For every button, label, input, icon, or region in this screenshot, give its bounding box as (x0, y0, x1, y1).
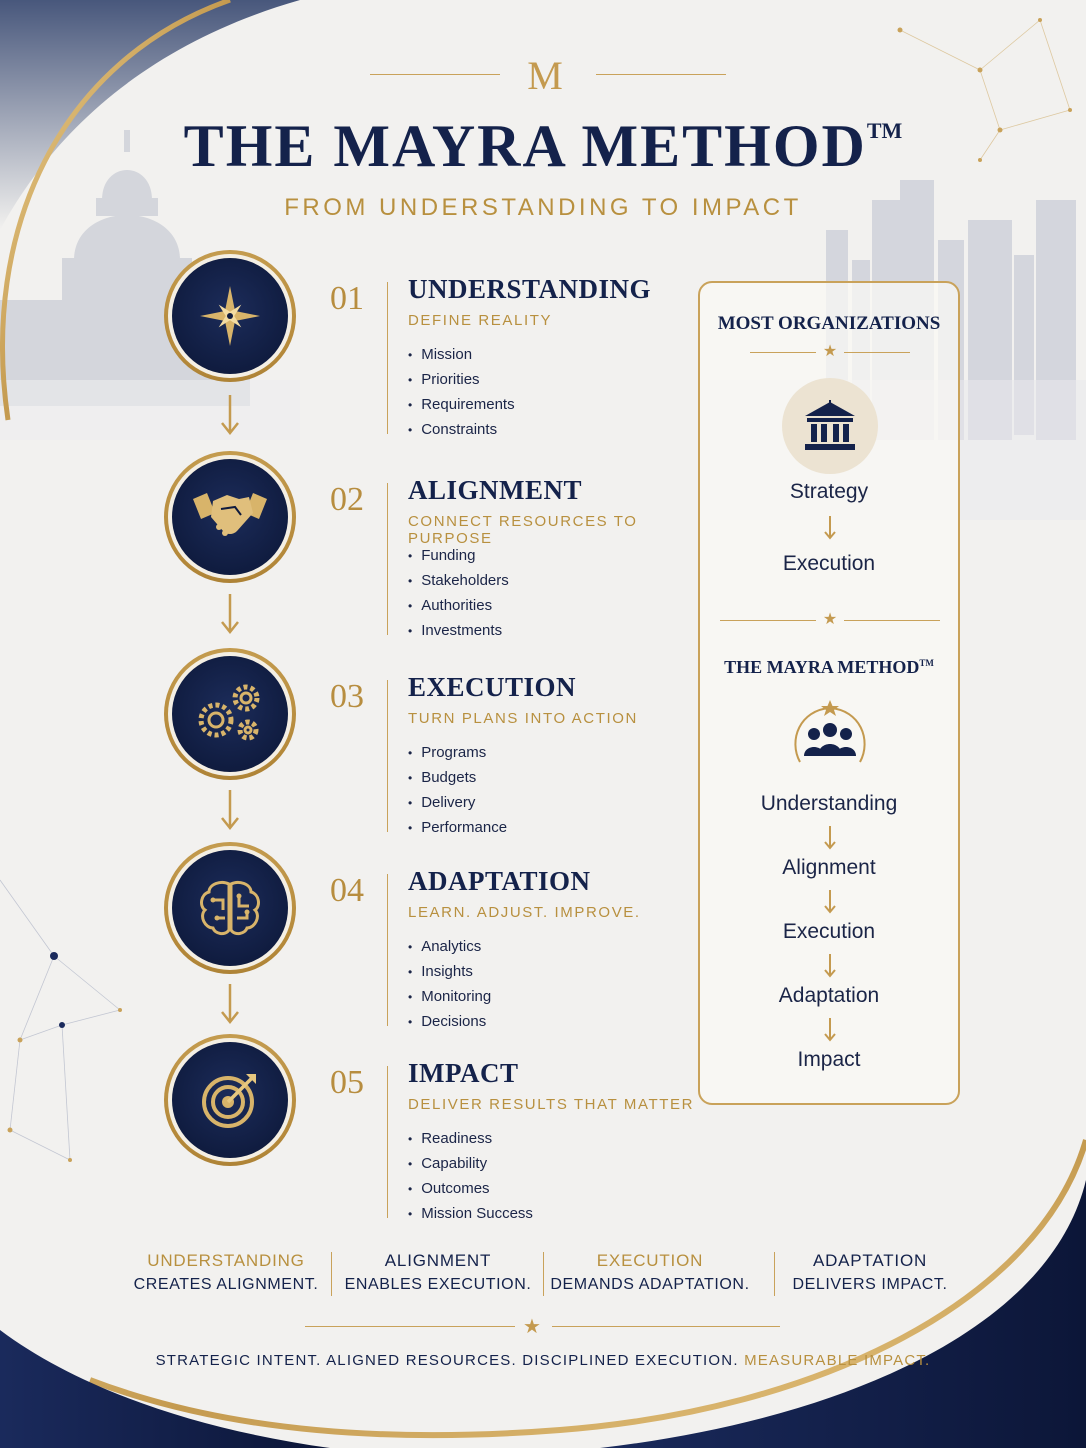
list-item: • Outcomes (408, 1176, 533, 1201)
step-divider (387, 680, 388, 832)
list-item: • Mission Success (408, 1201, 533, 1226)
panel-rule (720, 620, 816, 621)
principle-item (332, 1248, 544, 1300)
principle-item (544, 1248, 756, 1300)
step-number: 03 (330, 678, 364, 715)
list-item: • Insights (408, 959, 491, 984)
step-number: 01 (330, 280, 364, 317)
medallion (164, 1034, 296, 1166)
list-item: • Priorities (408, 367, 515, 392)
trademark-mark: TM (919, 658, 934, 668)
step-number: 05 (330, 1064, 364, 1101)
list-item: • Constraints (408, 417, 515, 442)
step-item-list (408, 342, 515, 442)
panel-rule (750, 352, 816, 353)
panel-rule (844, 352, 910, 353)
step-tagline: DEFINE REALITY (408, 312, 553, 329)
step-understanding (0, 250, 700, 450)
list-item: • Analytics (408, 934, 491, 959)
logo-rule-right (596, 74, 726, 75)
step-title: UNDERSTANDING (408, 274, 652, 304)
institution-badge (782, 378, 878, 474)
footer-rule (305, 1326, 515, 1327)
step-execution (0, 648, 700, 848)
step-title: EXECUTION (408, 672, 577, 702)
step-tagline: TURN PLANS INTO ACTION (408, 710, 638, 727)
list-item: • Performance (408, 815, 507, 840)
step-number: 02 (330, 481, 364, 518)
arrow-down-icon (218, 594, 242, 634)
target-arrow-icon (198, 1068, 262, 1132)
list-item: • Capability (408, 1151, 533, 1176)
principles-row (120, 1248, 980, 1300)
step-divider (387, 1066, 388, 1218)
step-divider (387, 483, 388, 635)
step-title: ALIGNMENT (408, 475, 583, 505)
arrow-down-icon (822, 1018, 838, 1042)
list-item: • Authorities (408, 593, 509, 618)
page-title (0, 112, 1086, 181)
medallion (164, 451, 296, 583)
step-tagline: CONNECT RESOURCES TO PURPOSE (408, 513, 638, 547)
principle-item (764, 1248, 976, 1300)
list-item: • Programs (408, 740, 507, 765)
step-item-list (408, 1126, 533, 1226)
flow-step: Understanding (760, 792, 898, 815)
step-divider (387, 282, 388, 434)
list-item: • Delivery (408, 790, 507, 815)
tagline-main: STRATEGIC INTENT. ALIGNED RESOURCES. DISCIPLINED EXECUTION. (155, 1352, 739, 1369)
comparison-panel (698, 281, 960, 1105)
principle-item (120, 1248, 332, 1300)
list-item: • Decisions (408, 1009, 491, 1034)
medallion (164, 648, 296, 780)
compass-star-icon (198, 284, 262, 348)
step-number: 04 (330, 872, 364, 909)
principle-subject: ADAPTATION (812, 1251, 928, 1270)
principle-predicate: DELIVERS IMPACT. (792, 1276, 948, 1293)
arrow-down-icon (822, 890, 838, 914)
logo-rule-left (370, 74, 500, 75)
step-divider (387, 874, 388, 1026)
flow-step: Execution (782, 552, 876, 575)
brain-circuit-icon (197, 878, 263, 938)
step-item-list (408, 740, 507, 840)
arrow-down-icon (822, 826, 838, 850)
list-item: • Mission (408, 342, 515, 367)
team-icon (784, 700, 876, 774)
step-tagline: LEARN. ADJUST. IMPROVE. (408, 904, 641, 921)
principle-subject: EXECUTION (596, 1251, 704, 1270)
footer-rule (552, 1326, 780, 1327)
list-item: • Readiness (408, 1126, 533, 1151)
mayra-method-heading (700, 657, 958, 678)
medallion (164, 250, 296, 382)
list-item: • Monitoring (408, 984, 491, 1009)
step-item-list (408, 934, 491, 1034)
footer-tagline (0, 1352, 1086, 1369)
logo-monogram (0, 52, 1086, 99)
arrow-down-icon (822, 516, 838, 540)
list-item: • Funding (408, 543, 509, 568)
principle-predicate: CREATES ALIGNMENT. (133, 1276, 319, 1293)
flow-step: Strategy (789, 480, 869, 503)
panel-rule (844, 620, 940, 621)
handshake-icon (191, 487, 269, 547)
step-impact (0, 1034, 700, 1234)
most-organizations-heading: MOST ORGANIZATIONS (717, 313, 941, 334)
flow-step: Impact (797, 1048, 861, 1071)
flow-step: Adaptation (778, 984, 880, 1007)
principle-predicate: DEMANDS ADAPTATION. (550, 1276, 750, 1293)
list-item: • Investments (408, 618, 509, 643)
flow-step: Alignment (782, 856, 876, 879)
arrow-down-icon (218, 790, 242, 830)
list-item: • Stakeholders (408, 568, 509, 593)
logo-letter: M (527, 53, 559, 98)
step-title: IMPACT (408, 1058, 519, 1088)
step-title: ADAPTATION (408, 866, 591, 896)
mayra-method-heading-text: THE MAYRA METHOD (724, 657, 920, 677)
step-alignment (0, 451, 700, 651)
page-title-text: THE MAYRA METHOD (183, 113, 867, 179)
list-item: • Requirements (408, 392, 515, 417)
medallion (164, 842, 296, 974)
list-item: • Budgets (408, 765, 507, 790)
step-adaptation (0, 842, 700, 1042)
tagline-accent: MEASURABLE IMPACT. (744, 1352, 931, 1369)
star-icon: ★ (523, 1316, 541, 1338)
gears-icon (194, 682, 266, 746)
principle-predicate: ENABLES EXECUTION. (344, 1276, 532, 1293)
flow-step: Execution (782, 920, 876, 943)
star-icon: ★ (822, 343, 838, 360)
step-tagline: DELIVER RESULTS THAT MATTER (408, 1096, 695, 1113)
institution-icon (803, 400, 857, 452)
arrow-down-icon (822, 954, 838, 978)
principle-subject: UNDERSTANDING (147, 1251, 305, 1270)
page-subtitle: FROM UNDERSTANDING TO IMPACT (284, 194, 802, 221)
arrow-down-icon (218, 984, 242, 1024)
step-item-list (408, 543, 509, 643)
arrow-down-icon (218, 395, 242, 435)
trademark-mark: TM (866, 118, 903, 143)
principle-subject: ALIGNMENT (384, 1251, 492, 1270)
star-icon: ★ (822, 611, 838, 628)
